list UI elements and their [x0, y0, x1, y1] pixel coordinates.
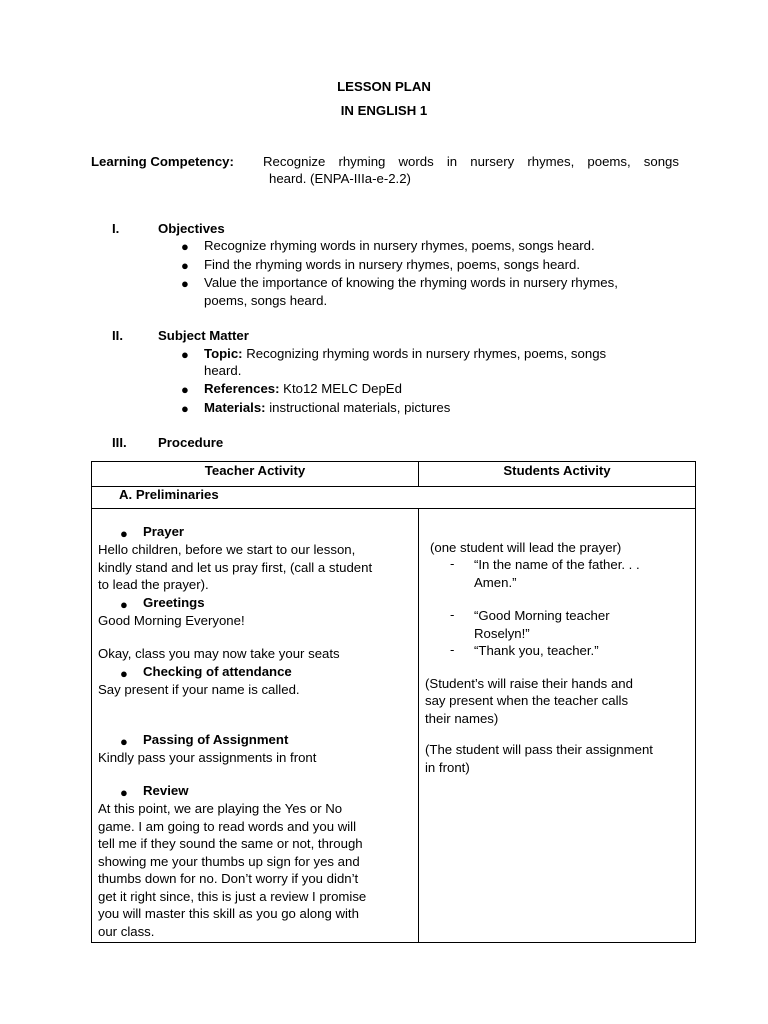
bullet-icon: ● [120, 785, 128, 800]
subject-heading: Subject Matter [158, 328, 249, 343]
bullet-icon: ● [181, 258, 189, 273]
review-text: get it right since, this is just a review I promise [98, 889, 367, 904]
review-heading: Review [143, 783, 189, 798]
objectives-numeral: I. [112, 221, 120, 236]
topic-label: Topic: [204, 346, 243, 361]
attendance-heading: Checking of attendance [143, 664, 292, 679]
bullet-icon: ● [181, 401, 189, 416]
materials-text: instructional materials, pictures [269, 400, 451, 415]
competency-text: Recognize rhyming words in nursery rhymes, poems, songs [263, 154, 679, 169]
preliminaries-heading: A. Preliminaries [119, 487, 219, 502]
review-text: you will master this skill as you go along with [98, 906, 359, 921]
bullet-icon: ● [181, 239, 189, 254]
teacher-activity-header [92, 462, 419, 487]
greeting-response: “Good Morning teacher [474, 608, 610, 623]
prayer-response: “In the name of the father. . . [474, 557, 640, 572]
topic-text-cont: heard. [204, 363, 242, 378]
students-activity-cell [419, 509, 696, 943]
bullet-icon: ● [181, 347, 189, 362]
review-text: thumbs down for no. Don’t worry if you didn’t [98, 871, 359, 886]
bullet-icon: ● [120, 666, 128, 681]
assignment-heading: Passing of Assignment [143, 732, 289, 747]
prayer-text: kindly stand and let us pray first, (call a student [98, 560, 373, 575]
bullet-icon: ● [181, 382, 189, 397]
greetings-heading: Greetings [143, 595, 205, 610]
bullet-icon: ● [120, 597, 128, 612]
review-text: our class. [98, 924, 155, 939]
references-label: References: [204, 381, 280, 396]
dash-marker: - [450, 642, 455, 657]
thanks-response: “Thank you, teacher.” [474, 643, 599, 658]
review-text: game. I am going to read words and you will [98, 819, 357, 834]
teacher-activity-label: Teacher Activity [204, 463, 306, 478]
attendance-response: (Student’s will raise their hands and [425, 676, 633, 691]
teacher-activity-cell [92, 509, 419, 943]
topic-text: Recognizing rhyming words in nursery rhymes, poems, songs [246, 346, 607, 361]
greeting-response-cont: Roselyn!” [474, 626, 530, 641]
bullet-icon: ● [120, 526, 128, 541]
students-activity-label: Students Activity [503, 463, 611, 478]
competency-text-cont: heard. (ENPA-IIIa-e-2.2) [269, 171, 411, 186]
competency-label: Learning Competency: [91, 154, 234, 169]
dash-marker: - [450, 556, 455, 571]
prayer-response-cont: Amen.” [474, 575, 517, 590]
procedure-heading: Procedure [158, 435, 224, 450]
prayer-heading: Prayer [143, 524, 185, 539]
objective-item: Value the importance of knowing the rhyming words in nursery rhymes, [204, 275, 618, 290]
students-activity-header [419, 462, 696, 487]
review-text: At this point, we are playing the Yes or No [98, 801, 343, 816]
prayer-text: Hello children, before we start to our lesson, [98, 542, 356, 557]
assignment-response: (The student will pass their assignment [425, 742, 653, 757]
assignment-text: Kindly pass your assignments in front [98, 750, 317, 765]
bullet-icon: ● [181, 276, 189, 291]
prayer-intro: (one student will lead the prayer) [430, 540, 622, 555]
objectives-heading: Objectives [158, 221, 225, 236]
document-title: LESSON PLAN [337, 79, 431, 94]
review-text: showing me your thumbs up sign for yes and [98, 854, 360, 869]
dash-marker: - [450, 607, 455, 622]
objective-item: Recognize rhyming words in nursery rhymes, poems, songs heard. [204, 238, 595, 253]
attendance-response: say present when the teacher calls [425, 693, 629, 708]
objective-item-cont: poems, songs heard. [204, 293, 328, 308]
assignment-response: in front) [425, 760, 470, 775]
references-text: Kto12 MELC DepEd [283, 381, 402, 396]
attendance-response: their names) [425, 711, 499, 726]
review-text: tell me if they sound the same or not, through [98, 836, 363, 851]
prayer-text: to lead the prayer). [98, 577, 209, 592]
objective-item: Find the rhyming words in nursery rhymes, poems, songs heard. [204, 257, 581, 272]
materials-label: Materials: [204, 400, 266, 415]
seats-text: Okay, class you may now take your seats [98, 646, 340, 661]
procedure-table [91, 461, 696, 943]
bullet-icon: ● [120, 734, 128, 749]
document-subtitle: IN ENGLISH 1 [340, 103, 428, 118]
greetings-text: Good Morning Everyone! [98, 613, 245, 628]
subject-numeral: II. [112, 328, 123, 343]
preliminaries-row [92, 487, 696, 509]
procedure-numeral: III. [112, 435, 127, 450]
attendance-text: Say present if your name is called. [98, 682, 300, 697]
topic-line [204, 345, 606, 363]
references-line [204, 380, 402, 398]
materials-line [204, 399, 450, 417]
